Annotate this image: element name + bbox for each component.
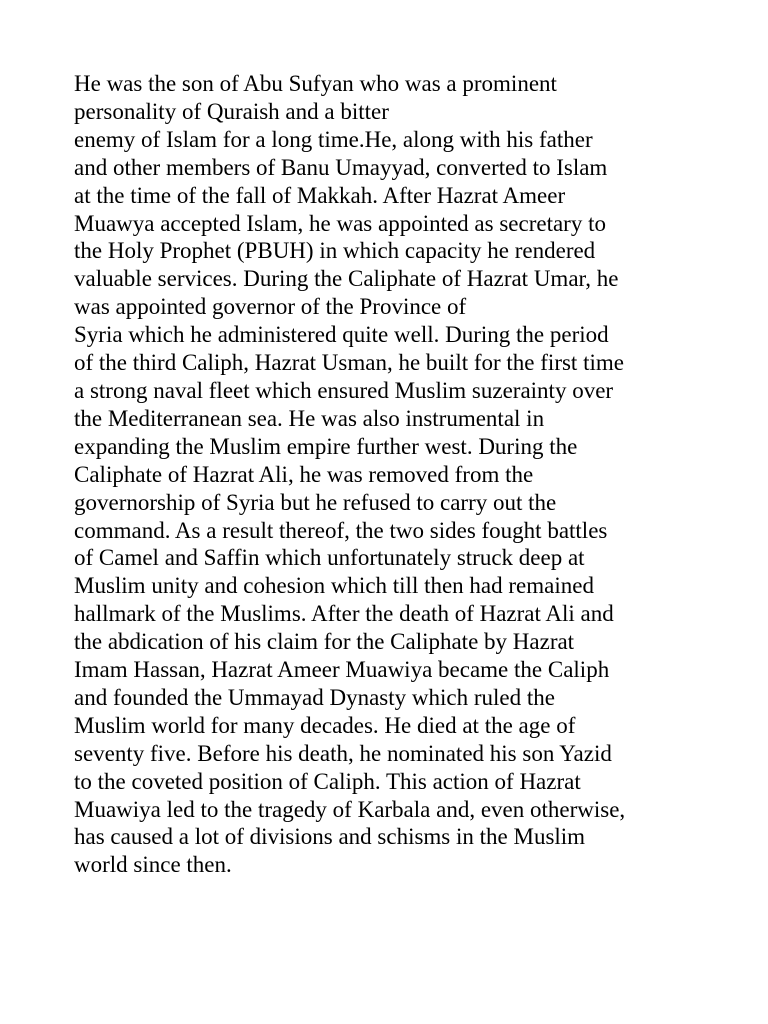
text-line: at the time of the fall of Makkah. After Hazrat Ameer: [74, 182, 566, 208]
text-line: and other members of Banu Umayyad, converted to Islam: [74, 154, 608, 180]
text-line: command. As a result thereof, the two sides fought battles: [74, 517, 608, 543]
text-line: personality of Quraish and a bitter: [74, 98, 389, 124]
text-line: of the third Caliph, Hazrat Usman, he built for the first time: [74, 350, 624, 376]
text-line: He was the son of Abu Sufyan who was a prominent: [74, 71, 557, 96]
text-line: Imam Hassan, Hazrat Ameer Muawiya became the Caliph: [74, 657, 610, 683]
text-line: and founded the Ummayad Dynasty which ruled the: [74, 684, 555, 710]
text-line: was appointed governor of the Province of: [74, 294, 467, 320]
text-line: Syria which he administered quite well. During the period: [74, 322, 609, 348]
text-line: seventy five. Before his death, he nominated his son Yazid: [74, 740, 612, 766]
text-line: Caliphate of Hazrat Ali, he was removed from the: [74, 461, 534, 487]
text-line: enemy of Islam for a long time.He, along with his father: [74, 126, 593, 152]
text-line: Muawya accepted Islam, he was appointed as secretary to: [74, 210, 606, 236]
text-line: the Holy Prophet (PBUH) in which capacity he rendered: [74, 238, 596, 264]
text-line: Muslim world for many decades. He died at the age of: [74, 712, 576, 738]
text-line: expanding the Muslim empire further west. During the: [74, 433, 578, 459]
body-paragraph: [74, 70, 714, 879]
text-line: governorship of Syria but he refused to carry out the: [74, 489, 557, 515]
text-line: to the coveted position of Caliph. This action of Hazrat: [74, 768, 581, 794]
text-line: valuable services. During the Caliphate of Hazrat Umar, he: [74, 266, 619, 292]
text-line: a strong naval fleet which ensured Muslim suzerainty over: [74, 377, 614, 403]
text-line: the abdication of his claim for the Caliphate by Hazrat: [74, 629, 575, 655]
text-line: the Mediterranean sea. He was also instrumental in: [74, 405, 545, 431]
text-line: of Camel and Saffin which unfortunately struck deep at: [74, 545, 585, 571]
text-line: Muslim unity and cohesion which till then had remained: [74, 573, 594, 599]
text-line: hallmark of the Muslims. After the death of Hazrat Ali and: [74, 601, 614, 627]
text-line: world since then.: [74, 852, 232, 878]
text-line: has caused a lot of divisions and schisms in the Muslim: [74, 824, 586, 850]
text-line: Muawiya led to the tragedy of Karbala and, even otherwise,: [74, 796, 626, 822]
